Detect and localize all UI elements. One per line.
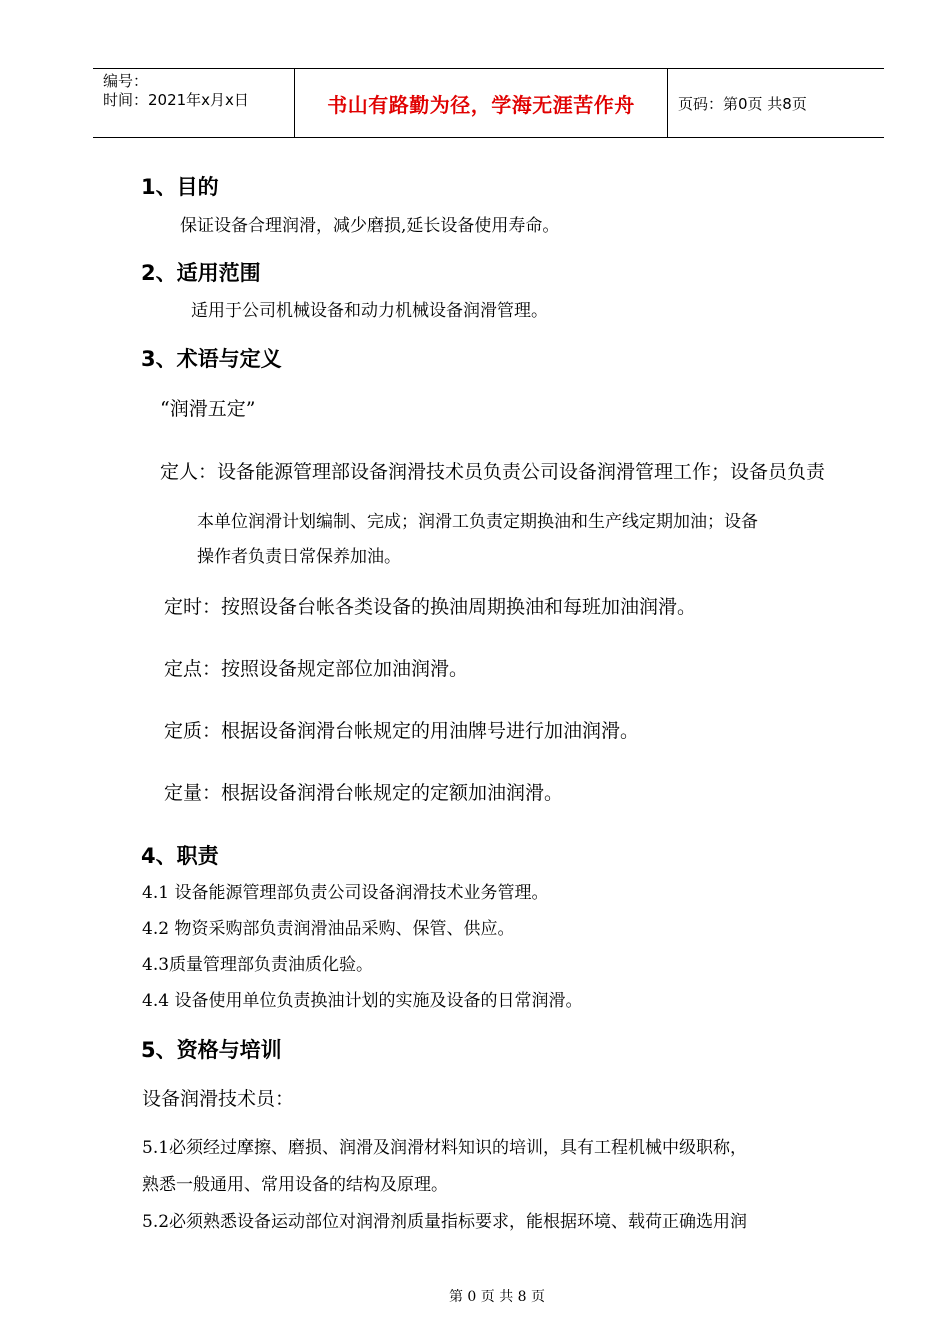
- header-page-info: 页码：第0页 共8页: [678, 94, 807, 113]
- document-code-label: 编号：: [103, 72, 149, 90]
- header-page-cell: [668, 69, 884, 137]
- definition-ding-zhi: 定质：根据设备润滑台帐规定的用油牌号进行加油润滑。: [164, 720, 640, 742]
- definition-ding-dian: 定点：按照设备规定部位加油润滑。: [164, 658, 469, 680]
- section-5-subtitle: 设备润滑技术员：: [142, 1088, 295, 1110]
- section-4-title: 4、职责: [141, 844, 219, 868]
- definition-ding-ren-line-3: 操作者负责日常保养加油。: [197, 547, 401, 567]
- duty-item: 4.2 物资采购部负责润滑油品采购、保管、供应。: [142, 919, 515, 939]
- duty-item: 4.1 设备能源管理部负责公司设备润滑技术业务管理。: [142, 883, 549, 903]
- footer-page-number: 第 0 页 共 8 页: [448, 1289, 546, 1305]
- qualification-5-1-line-1: 5.1必须经过摩擦、磨损、润滑及润滑材料知识的培训，具有工程机械中级职称，: [142, 1138, 748, 1158]
- qualification-5-1-line-2: 熟悉一般通用、常用设备的结构及原理。: [142, 1175, 448, 1195]
- definition-ding-ren-line-1: 定人：设备能源管理部设备润滑技术员负责公司设备润滑管理工作；设备员负责: [160, 461, 826, 483]
- duty-item: 4.4 设备使用单位负责换油计划的实施及设备的日常润滑。: [142, 991, 583, 1011]
- definition-ding-ren-line-2: 本单位润滑计划编制、完成；润滑工负责定期换油和生产线定期加油；设备: [197, 512, 758, 532]
- header-motto-cell: [295, 69, 668, 137]
- section-5-title: 5、资格与培训: [141, 1038, 282, 1062]
- section-2-title: 2、适用范围: [141, 261, 261, 285]
- header-meta-cell: [93, 69, 295, 137]
- definition-ding-shi: 定时：按照设备台帐各类设备的换油周期换油和每班加油润滑。: [164, 596, 697, 618]
- section-2-body: 适用于公司机械设备和动力机械设备润滑管理。: [191, 301, 548, 321]
- term-lubrication-five-fixed: “润滑五定”: [160, 398, 256, 420]
- section-1-title: 1、目的: [141, 175, 219, 199]
- document-time: 时间：2021年x月x日: [103, 91, 249, 109]
- qualification-5-2-line-1: 5.2必须熟悉设备运动部位对润滑剂质量指标要求，能根据环境、载荷正确选用润: [142, 1212, 748, 1232]
- section-1-body: 保证设备合理润滑，减少磨损,延长设备使用寿命。: [180, 216, 560, 236]
- document-header: [93, 68, 884, 138]
- section-3-title: 3、术语与定义: [141, 347, 282, 371]
- duty-item: 4.3质量管理部负责油质化验。: [142, 955, 374, 975]
- header-motto: 书山有路勤为径，学海无涯苦作舟: [327, 92, 635, 117]
- page-footer: [0, 1286, 950, 1306]
- definition-ding-liang: 定量：根据设备润滑台帐规定的定额加油润滑。: [164, 782, 564, 804]
